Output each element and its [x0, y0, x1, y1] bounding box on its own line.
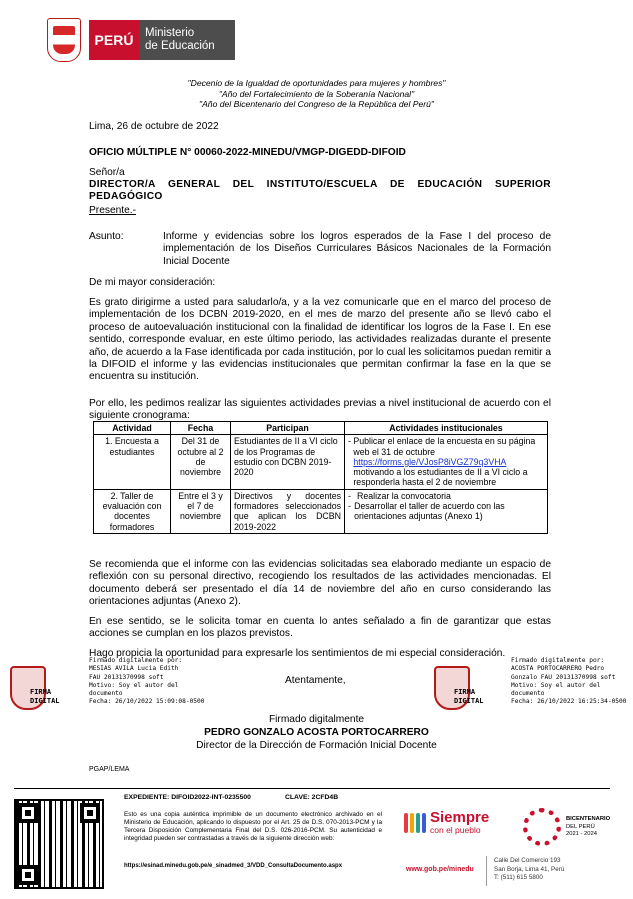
authenticity-notice: Esto es una copia auténtica imprimible de un documento electrónico archivado en el Ministerio de Educación, aplicando lo dispuesto por el Art. 25 de D.S. 070-2013-PCM y la Tercera Disposición Complementaria Final del D.S. 026-2016-PCM. Su autenticidad e integridad pueden ser contrastadas a través de la siguiente dirección web: — [124, 811, 382, 842]
paragraph-3: Se recomienda que el informe con las evidencias solicitadas sea elaborado mediante un espacio de reflexión con su personal directivo, recogiendo los resultados de las actividades mencionadas. El documento deberá ser presentado el día 14 de noviembre del año en curso considerando las orientaciones adjuntas (Anexo 2). — [89, 559, 551, 608]
survey-link[interactable]: https://forms.gle/VJosP8iVGZ79q3VHA — [353, 456, 507, 467]
date-cell: Del 31 de octubre al 2 de noviembre — [171, 435, 231, 489]
reference-number: OFICIO MÚLTIPLE N° 00060-2022-MINEDU/VMGP-DIGEDD-DIFOID — [89, 147, 406, 158]
expediente: EXPEDIENTE: DIFOID2022-INT-0235500 — [124, 794, 251, 801]
place-date: Lima, 26 de octubre de 2022 — [89, 121, 219, 132]
initials: PGAP/LEMA — [89, 766, 130, 773]
table-row — [94, 435, 548, 489]
paragraph-4: En ese sentido, se le solicita tomar en cuenta lo antes señalado a fin de garantizar que estas acciones se cumplan en los plazos previstos. — [89, 616, 551, 640]
motto-2: "Año del Fortalecimiento de la Soberanía Nacional" — [218, 88, 415, 99]
signed-digitally-label: Firmado digitalmente — [268, 714, 365, 725]
paragraph-2: Por ello, les pedimos realizar las siguientes actividades previas a nivel institucional de acuerdo con el siguiente cronograma: — [89, 398, 551, 422]
greeting: De mi mayor consideración: — [89, 277, 216, 288]
qr-code — [14, 799, 104, 889]
column-header: Actividad — [94, 422, 171, 435]
ministry-logo — [47, 18, 235, 62]
list-item: - Realizar la convocatoria — [348, 490, 451, 501]
signer-name: PEDRO GONZALO ACOSTA PORTOCARRERO — [204, 727, 429, 738]
bicentenario-logo: BICENTENARIO DEL PERÚ 2021 - 2024 — [566, 816, 611, 837]
footer-divider — [14, 788, 610, 789]
present: Presente.- — [89, 205, 136, 216]
list-item: - Publicar el enlace de la encuesta en su página web el 31 de octubre https://forms.gle/VJosP8iVGZ79q3VHA motivando a los estudiantes de II a VI ciclo a responderla hasta el 2 de noviembre — [348, 436, 536, 488]
participants-cell: Estudiantes de II a VI ciclo de los Programas de estudio con DCBN 2019-2020 — [231, 435, 345, 489]
web-link[interactable]: www.gob.pe/minedu — [406, 866, 474, 873]
table-header-row — [94, 422, 548, 435]
column-header: Fecha — [171, 422, 231, 435]
clave: CLAVE: 2CFD4B — [285, 794, 339, 801]
siempre-con-el-pueblo-logo: Siempre con el pueblo — [404, 810, 489, 835]
activity-cell: 1. Encuesta a estudiantes — [94, 435, 171, 489]
column-header: Actividades institucionales — [345, 422, 548, 435]
closing: Atentamente, — [285, 675, 346, 686]
coat-of-arms-icon — [47, 18, 81, 62]
table-row — [94, 489, 548, 533]
subject-label: Asunto: — [89, 231, 124, 242]
verify-url[interactable]: https://esinad.minedu.gob.pe/e_sinadmed_3/VDD_ConsultaDocumento.aspx — [124, 863, 343, 869]
footer-separator — [486, 856, 487, 886]
signature-info-left: Firmado digitalmente por: MESIAS AVILA Lucia Edith FAU 20131370998 soft Motivo: Soy el autor del documento Fecha: 26/10/2022 15:09:08-0500 — [89, 657, 205, 706]
contact-info: Calle Del Comercio 193 San Borja, Lima 41, Perú T: (511) 615 5800 — [494, 857, 565, 881]
activity-cell: 2. Taller de evaluación con docentes formadores — [94, 489, 171, 533]
signature-info-right: Firmado digitalmente por: ACOSTA PORTOCARRERO Pedro Gonzalo FAU 20131370998 soft Motivo: Soy el autor del documento Fecha: 26/10/2022 16:25:34-0500 — [511, 657, 627, 706]
people-icon — [404, 813, 426, 833]
motto-3: "Año del Bicentenario del Congreso de la República del Perú" — [199, 99, 434, 109]
institutional-activities-cell — [345, 489, 548, 533]
digital-signature-seal-left: FIRMA DIGITAL — [2, 660, 68, 718]
institutional-activities-cell — [345, 435, 548, 489]
date-cell: Entre el 3 y el 7 de noviembre — [171, 489, 231, 533]
mottos — [0, 78, 633, 110]
participants-cell: Directivos y docentes formadores seleccionados que aplican los DCBN 2019-2022 — [231, 489, 345, 533]
motto-1: "Decenio de la Igualdad de oportunidades para mujeres y hombres" — [187, 78, 446, 88]
ministry-name: Ministerio de Educación — [139, 20, 235, 60]
column-header: Participan — [231, 422, 345, 435]
paragraph-1: Es grato dirigirme a usted para saludarlo/a, y a la vez comunicarle que en el marco del proceso de implementación de los DCBN 2019-2020, en el mes de marzo del presente año se llevó cabo el proceso de autoevaluación institucional con la finalidad de identificar los logros de la Fase I. En ese sentido, corresponde evaluar, en este último periodo, las actividades realizadas durante el presente año, de acuerdo a la Fase identificada por cada institución, por lo cual les solicitamos puedan remitir a la DIFOID el informe y las evidencias institucionales que permitan confirmar la fase en la que se encuentra su institución. — [89, 297, 551, 383]
signer-title: Director de la Dirección de Formación Inicial Docente — [196, 740, 437, 751]
digital-signature-seal-right: FIRMA DIGITAL — [426, 660, 492, 718]
schedule-table — [93, 421, 548, 534]
paragraph-5: Hago propicia la oportunidad para expresarle los sentimientos de mi especial consideración. — [89, 648, 506, 659]
list-item: - Desarrollar el taller de acuerdo con las orientaciones adjuntas (Anexo 1) — [348, 501, 505, 522]
peru-label: PERÚ — [89, 20, 139, 60]
bicentenario-icon — [523, 808, 561, 846]
subject: Informe y evidencias sobre los logros esperados de la Fase I del proceso de implementación de los Diseños Curriculares Básicos Nacionales de la Formación Inicial Docente — [163, 231, 551, 267]
salutation: Señor/a — [89, 167, 125, 178]
recipient: DIRECTOR/A GENERAL DEL INSTITUTO/ESCUELA DE EDUCACIÓN SUPERIOR PEDAGÓGICO — [89, 179, 551, 203]
